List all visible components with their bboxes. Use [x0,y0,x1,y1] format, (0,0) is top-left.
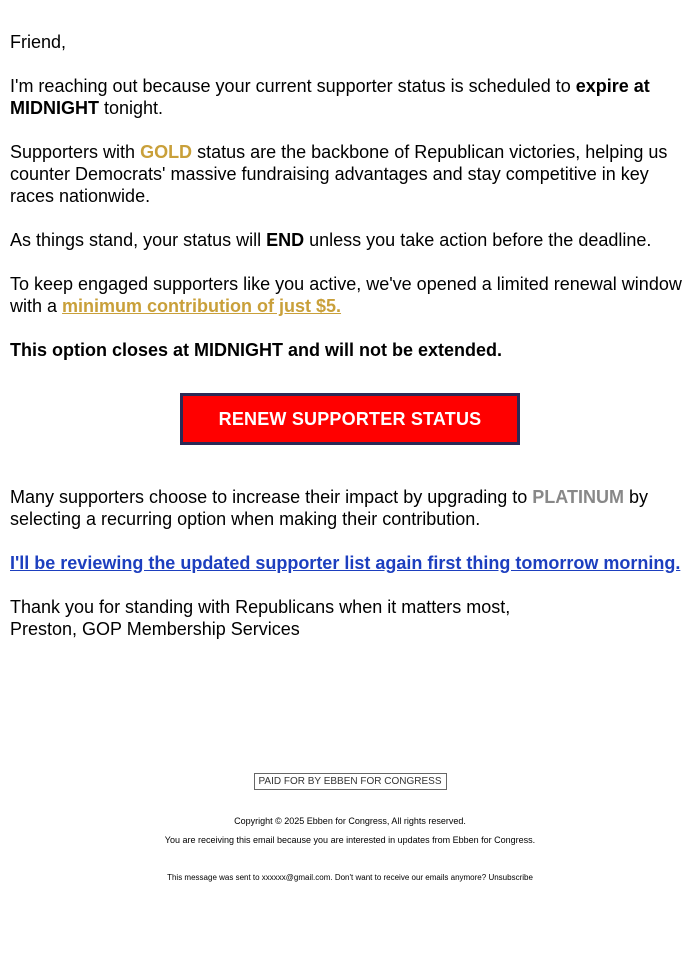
greeting: Friend, [10,32,67,52]
signature: Preston, GOP Membership Services [10,619,300,639]
renew-supporter-status-button[interactable]: RENEW SUPPORTER STATUS [180,393,520,445]
paid-for-disclaimer: PAID FOR BY EBBEN FOR CONGRESS [254,773,447,790]
expire-emphasis: expire at MIDNIGHT [10,76,650,118]
gold-status-label: GOLD [140,142,193,162]
paragraph-end: As things stand, your status will END unless you take action before the deadline. [10,230,652,250]
signoff-line-1: Thank you for standing with Republicans when it matters most, [10,597,511,617]
email-content [10,31,690,662]
review-list-link[interactable]: I'll be reviewing the updated supporter list again first thing tomorrow morning. [10,553,681,573]
unsubscribe-link[interactable]: Unsubscribe [488,873,533,882]
paragraph-platinum: Many supporters choose to increase their impact by upgrading to PLATINUM by selecting a recurring option when making their contribution. [10,487,648,529]
copyright-text: Copyright © 2025 Ebben for Congress, All rights reserved. [234,816,466,826]
receiving-reason-text: You are receiving this email because you are interested in updates from Ebben for Congress. [164,835,536,845]
platinum-status-label: PLATINUM [532,487,624,507]
cta-container [10,383,690,445]
minimum-contribution-link[interactable]: minimum contribution of just $5. [62,296,342,316]
end-emphasis: END [266,230,305,250]
sent-to-notice: This message was sent to xxxxxx@gmail.com. Don't want to receive our emails anymore? Unsubscribe [167,873,533,882]
paragraph-review [10,552,690,574]
deadline-notice: This option closes at MIDNIGHT and will not be extended. [10,340,503,360]
paragraph-gold: Supporters with GOLD status are the backbone of Republican victories, helping us counter Democrats' massive fundraising advantages and stay competitive in key races nationwide. [10,142,668,206]
signoff [10,596,690,640]
paragraph-expire: I'm reaching out because your current supporter status is scheduled to expire at MIDNIGHT tonight. [10,76,650,118]
paragraph-renewal: To keep engaged supporters like you active, we've opened a limited renewal window with a minimum contribution of just $5. [10,274,682,316]
email-footer [0,771,700,882]
